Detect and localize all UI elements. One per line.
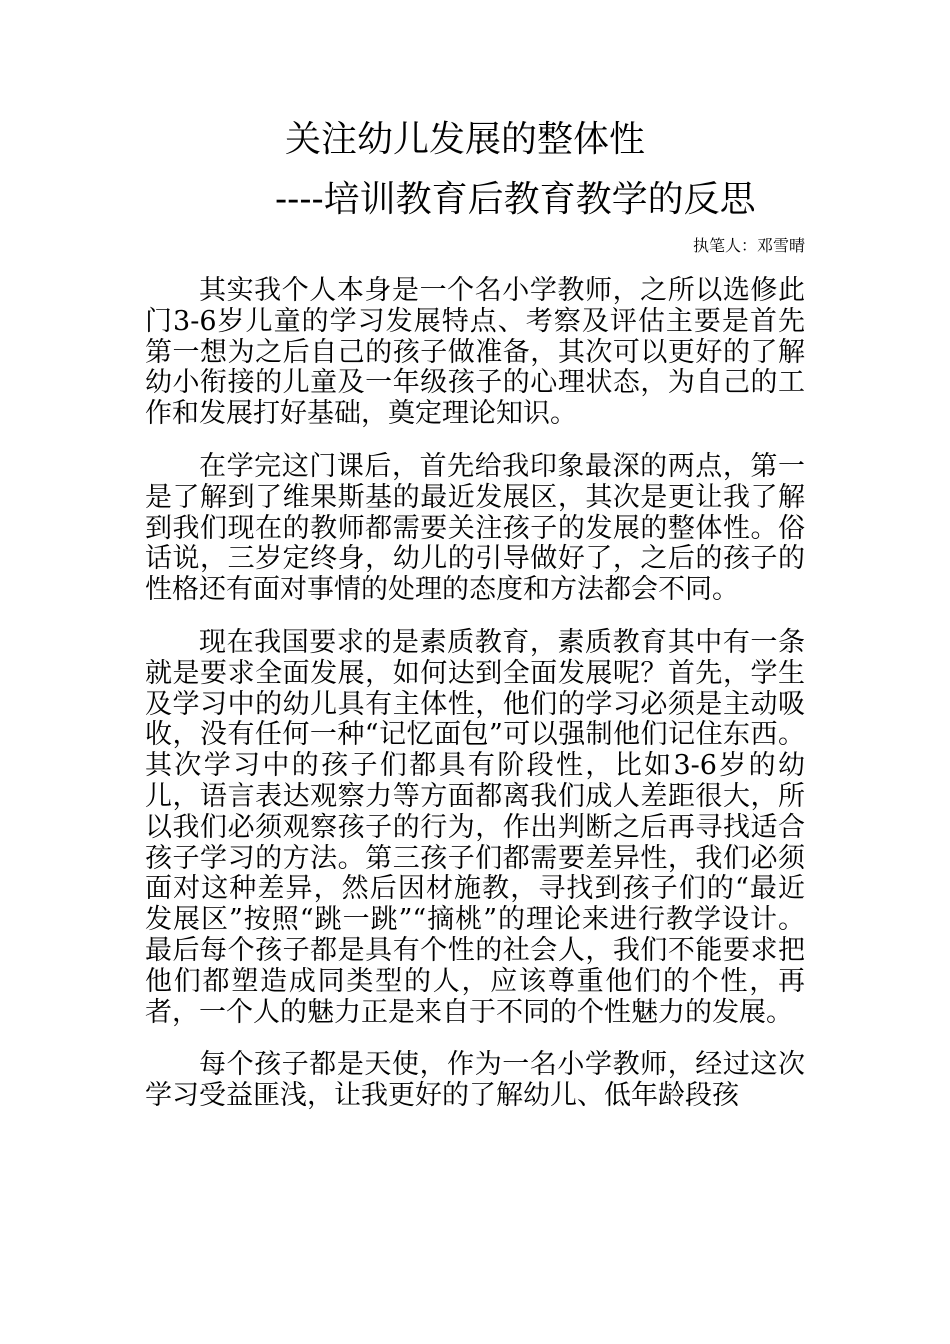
- document-subtitle: ----培训教育后教育教学的反思: [275, 179, 756, 220]
- paragraph-1: 其实我个人本身是一个名小学教师，之所以选修此门3-6岁儿童的学习发展特点、考察及评估主要是首先第一想为之后自己的孩子做准备，其次可以更好的了解幼小衔接的儿童及一年级孩子的心理状态，为自己的工作和发展打好基础，奠定理论知识。: [145, 275, 805, 430]
- document-body: [145, 276, 805, 1134]
- paragraph-2: 在学完这门课后，首先给我印象最深的两点，第一是了解到了维果斯基的最近发展区，其次是更让我了解到我们现在的教师都需要关注孩子的发展的整体性。俗话说，三岁定终身，幼儿的引导做好了，之后的孩子的性格还有面对事情的处理的态度和方法都会不同。: [145, 450, 805, 606]
- document-title: 关注幼儿发展的整体性: [285, 119, 646, 160]
- paragraph-4: 每个孩子都是天使，作为一名小学教师，经过这次学习受益匪浅，让我更好的了解幼儿、低年龄段孩: [145, 1049, 805, 1112]
- paragraph-3: 现在我国要求的是素质教育，素质教育其中有一条就是要求全面发展，如何达到全面发展呢？首先，学生及学习中的幼儿具有主体性，他们的学习必须是主动吸收，没有任何一种“记忆面包”可以强制他们记住东西。其次学习中的孩子们都具有阶段性，比如3-6岁的幼儿，语言表达观察力等方面都离我们成人差距很大，所以我们必须观察孩子的行为，作出判断之后再寻找适合孩子学习的方法。第三孩子们都需要差异性，我们必须面对这种差异，然后因材施教，寻找到孩子们的“最近发展区”按照“跳一跳”“摘桃”的理论来进行教学设计。最后每个孩子都是具有个性的社会人，我们不能要求把他们都塑造成同类型的人，应该尊重他们的个性，再者，一个人的魅力正是来自于不同的个性魅力的发展。: [145, 626, 805, 1028]
- author-line: 执笔人：邓雪晴: [692, 236, 805, 255]
